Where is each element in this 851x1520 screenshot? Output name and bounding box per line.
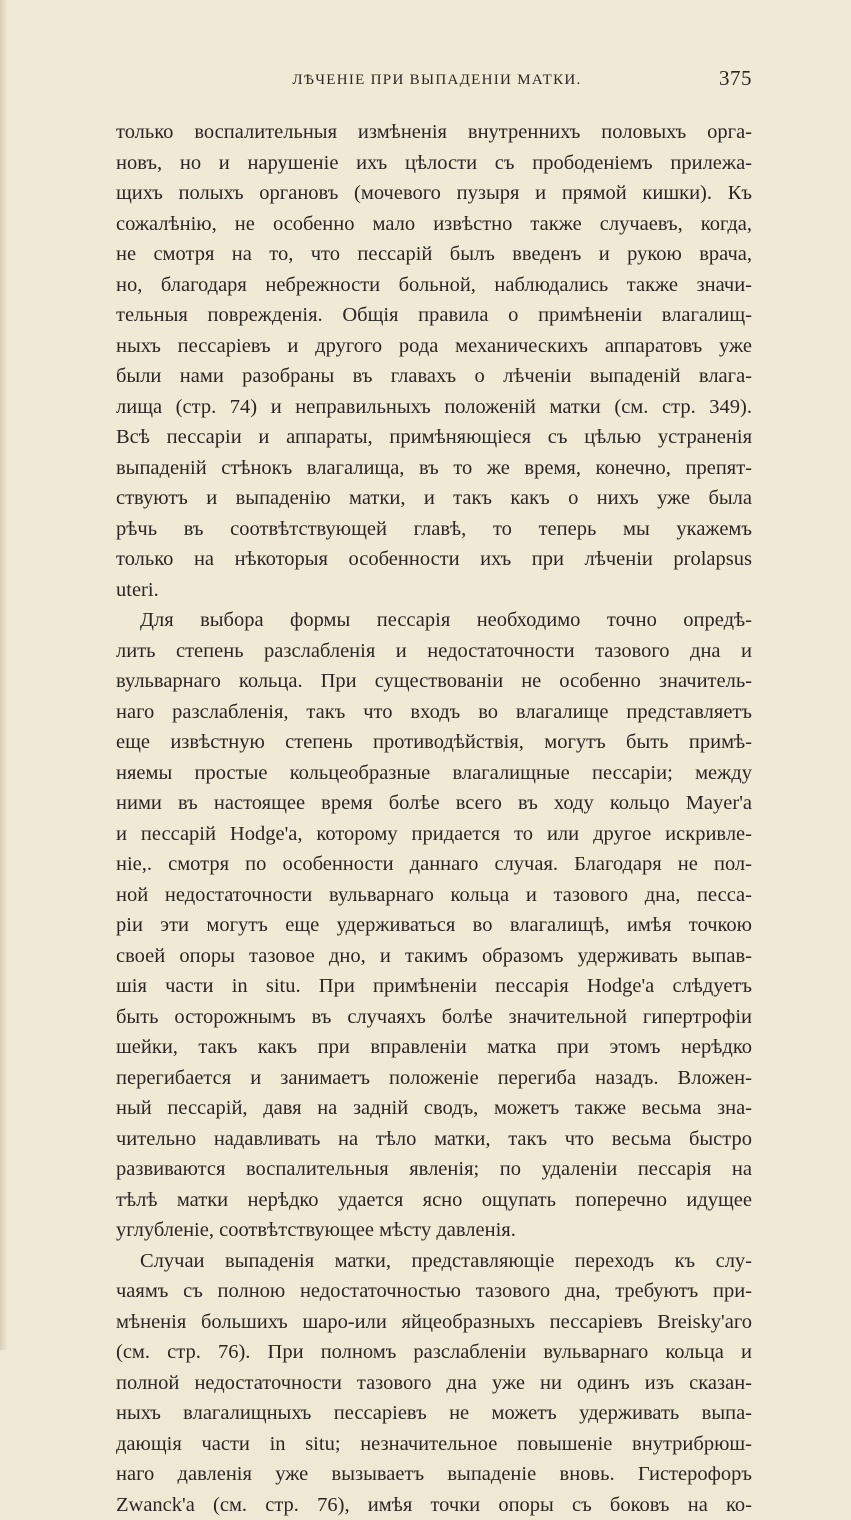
text-line: шейки, такъ какъ при вправленіи матка при этомъ нерѣдко <box>116 1032 752 1063</box>
text-line: чительно надавливать на тѣло матки, такъ что весьма быстро <box>116 1124 752 1155</box>
text-line: углубленіе, соотвѣтствующее мѣсту давленія. <box>116 1215 752 1246</box>
text-line: лить степень разслабленія и недостаточности тазового дна и <box>116 636 752 667</box>
text-line: были нами разобраны въ главахъ о лѣченіи выпаденій влага- <box>116 361 752 392</box>
text-line: и пессарій Hodge'а, которому придается то или другое искривле- <box>116 819 752 850</box>
text-line: няемы простые кольцеобразные влагалищные пессаріи; между <box>116 758 752 789</box>
text-line: вульварнаго кольца. При существованіи не особенно значитель- <box>116 666 752 697</box>
text-line: ной недостаточности вульварнаго кольца и тазового дна, песса- <box>116 880 752 911</box>
text-line: тѣлѣ матки нерѣдко удается ясно ощупать поперечно идущее <box>116 1185 752 1216</box>
text-line: тельныя поврежденія. Общія правила о примѣненіи влагалищ- <box>116 300 752 331</box>
text-line: шія части in situ. При примѣненіи пессарія Hodge'а слѣдуетъ <box>116 971 752 1002</box>
text-line: чаямъ съ полною недостаточностью тазового дна, требуютъ при- <box>116 1276 752 1307</box>
text-line: но, благодаря небрежности больной, наблюдались также значи- <box>116 270 752 301</box>
page-header <box>116 66 758 96</box>
text-line: uteri. <box>116 575 752 606</box>
text-line: ріи эти могутъ еще удерживаться во влагалищѣ, имѣя точкою <box>116 910 752 941</box>
text-line: ними въ настоящее время болѣе всего въ ходу кольцо Mayer'а <box>116 788 752 819</box>
running-title: ЛѢЧЕНІЕ ПРИ ВЫПАДЕНІИ МАТКИ. <box>116 72 758 89</box>
text-line: развиваются воспалительныя явленія; по удаленіи пессарія на <box>116 1154 752 1185</box>
text-line: только на нѣкоторыя особенности ихъ при лѣченіи prolapsus <box>116 544 752 575</box>
text-line: новъ, но и нарушеніе ихъ цѣлости съ прободеніемъ прилежа- <box>116 148 752 179</box>
text-line: (см. стр. 76). При полномъ разслабленіи вульварнаго кольца и <box>116 1337 752 1368</box>
text-line: ныхъ пессаріевъ и другого рода механическихъ аппаратовъ уже <box>116 331 752 362</box>
text-line: полной недостаточности тазового дна уже ни одинъ изъ сказан- <box>116 1368 752 1399</box>
text-line: наго разслабленія, такъ что входъ во влагалище представляетъ <box>116 697 752 728</box>
text-line: выпаденій стѣнокъ влагалища, въ то же время, конечно, препят- <box>116 453 752 484</box>
text-line: лища (стр. 74) и неправильныхъ положеній матки (см. стр. 349). <box>116 392 752 423</box>
text-line: ніе,. смотря по особенности даннаго случая. Благодаря не пол- <box>116 849 752 880</box>
text-line: еще извѣстную степень противодѣйствія, могутъ быть примѣ- <box>116 727 752 758</box>
text-line: мѣненія большихъ шаро-или яйцеобразныхъ пессаріевъ Breisky'аго <box>116 1307 752 1338</box>
text-line: перегибается и занимаетъ положеніе перегиба назадъ. Вложен- <box>116 1063 752 1094</box>
text-line: Всѣ пессаріи и аппараты, примѣняющіеся съ цѣлью устраненія <box>116 422 752 453</box>
text-line: не смотря на то, что пессарій былъ введенъ и рукою врача, <box>116 239 752 270</box>
text-line: ныхъ влагалищныхъ пессаріевъ не можетъ удерживать выпа- <box>116 1398 752 1429</box>
page-number: 375 <box>719 66 752 91</box>
text-line: ствуютъ и выпаденію матки, и такъ какъ о нихъ уже была <box>116 483 752 514</box>
text-line: Zwanck'а (см. стр. 76), имѣя точки опоры съ боковъ на ко- <box>116 1490 752 1520</box>
text-line: Для выбора формы пессарія необходимо точно опредѣ- <box>116 605 752 636</box>
text-line: ный пессарій, давя на задній сводъ, можетъ также весьма зна- <box>116 1093 752 1124</box>
text-line: рѣчь въ соотвѣтствующей главѣ, то теперь мы укажемъ <box>116 514 752 545</box>
text-line: своей опоры тазовое дно, и такимъ образомъ удерживать выпав- <box>116 941 752 972</box>
text-line: сожалѣнію, не особенно мало извѣстно также случаевъ, когда, <box>116 209 752 240</box>
body-text <box>116 117 752 1520</box>
text-line: дающія части in situ; незначительное повышеніе внутрибрюш- <box>116 1429 752 1460</box>
text-line: Случаи выпаденія матки, представляющіе переходъ къ слу- <box>116 1246 752 1277</box>
text-line: только воспалительныя измѣненія внутреннихъ половыхъ орга- <box>116 117 752 148</box>
text-line: наго давленія уже вызываетъ выпаденіе вновь. Гистерофоръ <box>116 1459 752 1490</box>
page-edge-shadow <box>0 0 8 1350</box>
text-line: щихъ полыхъ органовъ (мочевого пузыря и прямой кишки). Къ <box>116 178 752 209</box>
text-line: быть осторожнымъ въ случаяхъ болѣе значительной гипертрофіи <box>116 1002 752 1033</box>
